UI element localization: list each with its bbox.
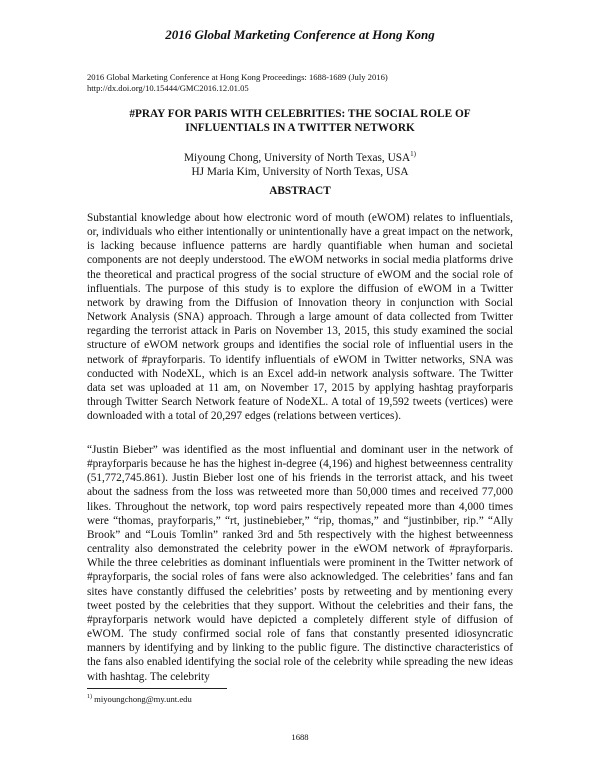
footnote [87,694,192,704]
footnote-email[interactable]: miyoungchong@my.unt.edu [94,694,192,704]
author-line [0,147,600,165]
citation-block [87,72,388,94]
running-head: 2016 Global Marketing Conference at Hong Kong [165,27,435,42]
paper-title [60,107,540,135]
page-number: 1688 [291,732,309,742]
abstract-paragraph: “Justin Bieber” was identified as the most influential and dominant user in the network of #prayforparis because he has the highest in-degree (4,196) and highest betweenness centrality (51,772,745.861). Justin Bieber lost one of his friends in the terrorist attack, and his tweet about the sadness from the loss was retweeted more than 50,000 times and received 77,000 likes. Throughout the network, top word pairs respectively repeated more than 4,000 times were “thomas, prayforparis,” “rt, justinebieber,” “rip, thomas,” and “justinbiber, rip.” “Ally Brook” and “Louis Tomlin” ranked 3rd and 5th respectively with the highest betweenness centrality also demonstrated the celebrity power in the eWOM network of #prayforparis. While the three celebrities as dominant influentials were prominent in the Twitter network of #prayforparis, the social roles of fans were also acknowledged. The celebrities’ fans and fan sites have constantly diffused the celebrities’ posts by retweeting and by mentioning every tweet posted by the celebrities that they support. Without the celebrities and their fans, the #prayforparis network would have depicted a completely different style of diffusion of eWOM. The study confirmed social role of fans that constantly presented idiosyncratic manners by identifying and by linking to the public figure. The distinctive characteristics of the fans also enabled identifying the social role of the celebrity while spreading the new ideas with hashtag. The celebrity [87,444,513,683]
author-affiliation: Miyoung Chong, University of North Texas, USA [183,151,411,164]
author-line [0,165,600,179]
author-list [0,147,600,179]
abstract-paragraph: Substantial knowledge about how electronic word of mouth (eWOM) relates to influentials, or, individuals who either intentionally or unintentionally have a great impact on the network, is lacking because influence patterns are hardly quantifiable when human and societal components are not deeply understood. The eWOM networks in social media platforms drive the theoretical and practical progress of the social structure of eWOM and the social role of influentials. The purpose of this study is to explore the diffusion of eWOM in a Twitter network by drawing from the Diffusion of Innovation theory in conjunction with Social Network Analysis (SNA) approach. Through a large amount of data collected from Twitter regarding the terrorist attack in Paris on November 13, 2015, this study examined the social structure of eWOM network groups and identifies the social role of influential users in the network of #prayforparis. To identify influentials of eWOM in Twitter networks, SNA was conducted with NodeXL, which is an Excel add-in network analysis software. The Twitter data set was uploaded at 11 am, on November 17, 2015 by applying hashtag prayforparis through Twitter Search Network feature of NodeXL. A total of 19,592 tweets (vertices) were downloaded with a total of 20,297 edges (relations between vertices). [87,212,513,423]
abstract-heading: ABSTRACT [269,185,331,197]
footnote-mark: 1) [87,694,92,701]
author-affiliation: HJ Maria Kim, University of North Texas, USA [191,165,409,178]
citation-line: 2016 Global Marketing Conference at Hong Kong Proceedings: 1688-1689 (July 2016) [87,72,388,82]
title-line: #PRAY FOR PARIS WITH CELEBRITIES: THE SOCIAL ROLE OF [129,108,471,120]
footnote-marker: 1) [410,150,417,158]
title-line: INFLUENTIALS IN A TWITTER NETWORK [185,122,415,134]
doi-link[interactable]: http://dx.doi.org/10.15444/GMC2016.12.01.05 [87,83,249,93]
footnote-divider [87,688,227,689]
